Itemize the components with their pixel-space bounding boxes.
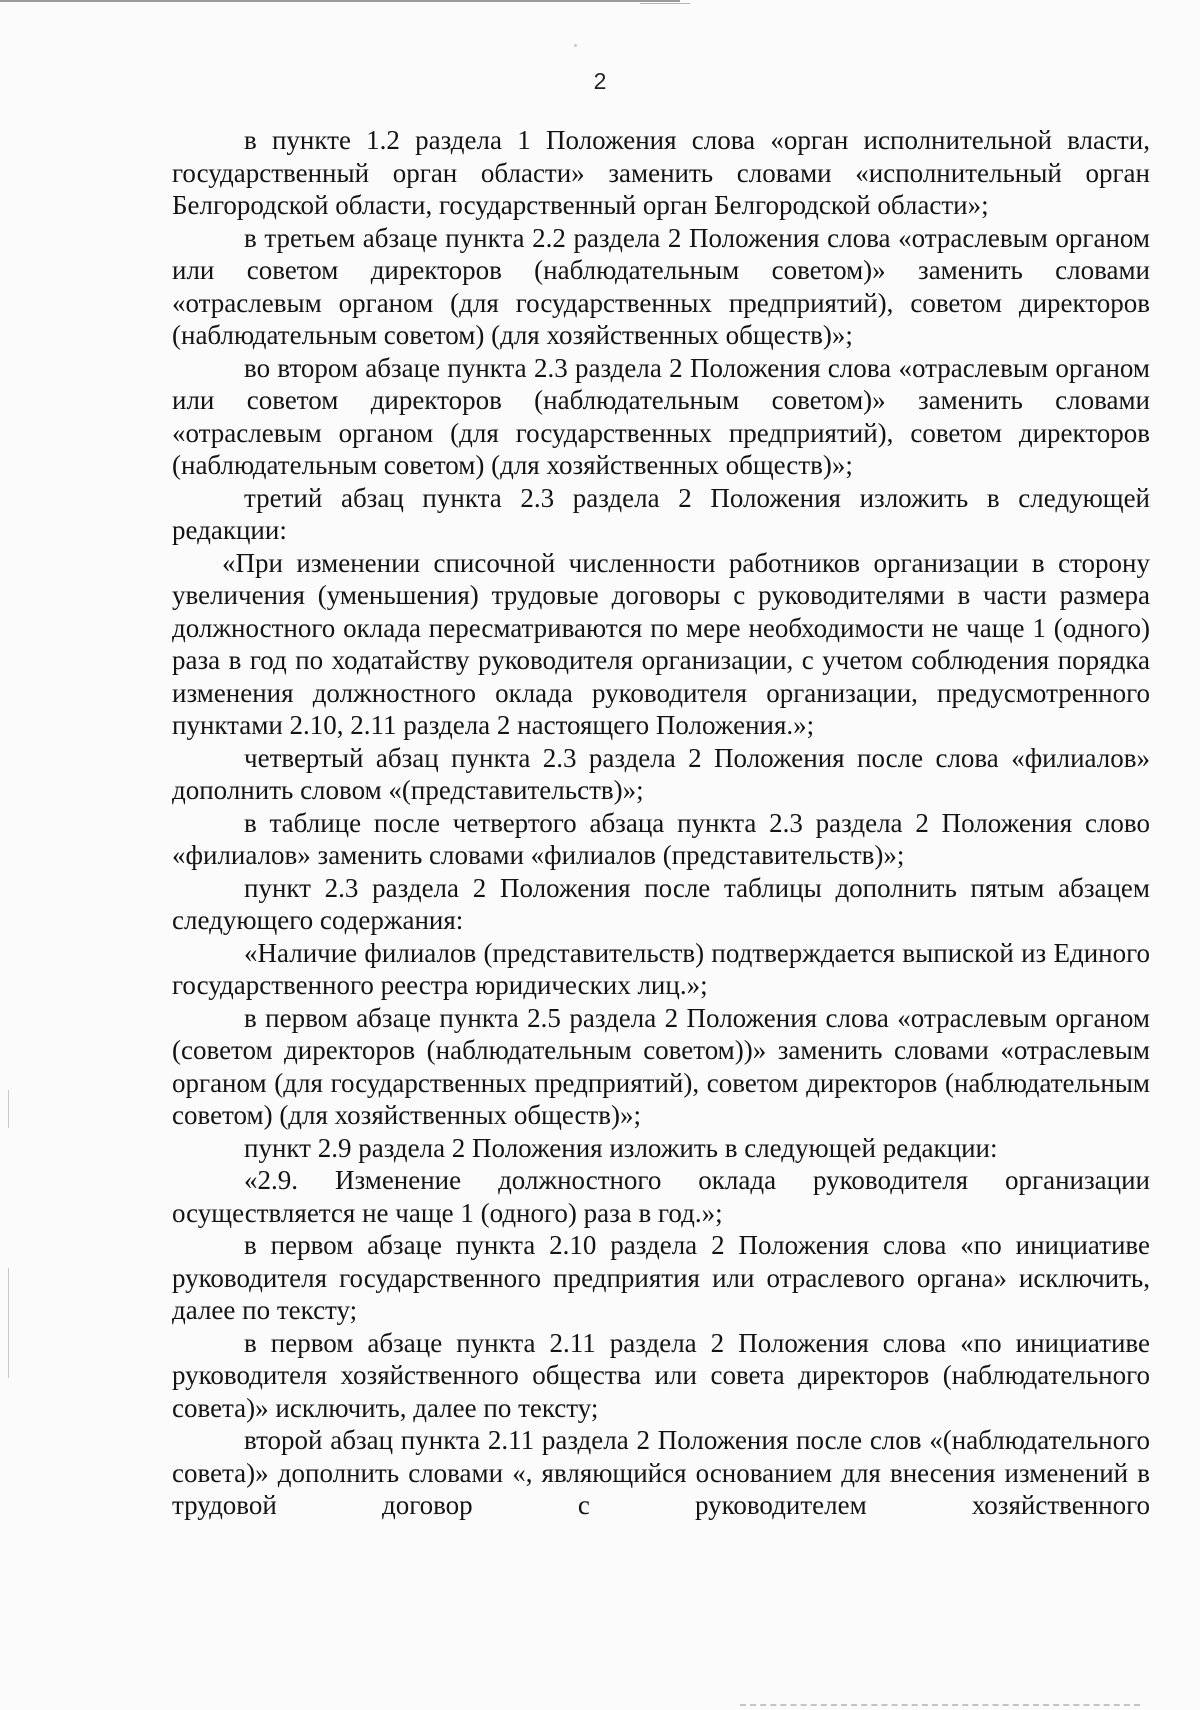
- paragraph: в таблице после четвертого абзаца пункта 2.3 раздела 2 Положения слово «филиалов» заменить словами «филиалов (представительств)»;: [172, 807, 1150, 870]
- quoted-paragraph: «2.9. Изменение должностного оклада руководителя организации осуществляется не чаще 1 (одного) раза в год.»;: [172, 1165, 1150, 1228]
- paragraph: в пункте 1.2 раздела 1 Положения слова «орган исполнительной власти, государственный орган области» заменить словами «исполнительный орган Белгородской области, государственный орган Белгородской области»;: [172, 125, 1150, 220]
- scan-speck: [574, 44, 577, 47]
- scan-edge-line: [640, 3, 690, 4]
- paragraph: второй абзац пункта 2.11 раздела 2 Положения после слов «(наблюдательного совета)» дополнить словами «, являющийся основанием для внесения изменений в трудовой договор с руководителем хозяйственного: [172, 1425, 1150, 1520]
- paragraph: в первом абзаце пункта 2.11 раздела 2 Положения слова «по инициативе руководителя хозяйственного общества или совета директоров (наблюдательного совета)» исключить, далее по тексту;: [172, 1327, 1150, 1423]
- scan-margin-mark: [8, 1090, 9, 1128]
- paragraph: пункт 2.9 раздела 2 Положения изложить в следующей редакции:: [244, 1132, 998, 1163]
- scan-margin-mark: [8, 1268, 9, 1378]
- paragraph: четвертый абзац пункта 2.3 раздела 2 Положения после слова «филиалов» дополнить словом «(представительств)»;: [172, 742, 1150, 805]
- quoted-paragraph: «При изменении списочной численности работников организации в сторону увеличения (уменьшения) трудовые договоры с руководителями в части размера должностного оклада пересматриваются по мере необходимости не чаще 1 (одного) раза в год по ходатайству руководителя организации, с учетом соблюдения порядка изменения должностного оклада руководителя организации, предусмотренного пунктами 2.10, 2.11 раздела 2 настоящего Положения.»;: [172, 547, 1150, 740]
- paragraph: в первом абзаце пункта 2.5 раздела 2 Положения слова «отраслевым органом (советом директоров (наблюдательным советом))» заменить словами «отраслевым органом (для государственных предприятий), советом директоров (наблюдательным советом) (для хозяйственных обществ)»;: [172, 1002, 1150, 1130]
- scan-edge-line: [740, 1704, 1140, 1706]
- paragraph: пункт 2.3 раздела 2 Положения после таблицы дополнить пятым абзацем следующего содержания:: [172, 872, 1150, 935]
- page-number: 2: [593, 68, 607, 94]
- paragraph: в третьем абзаце пункта 2.2 раздела 2 Положения слова «отраслевым органом или советом директоров (наблюдательным советом)» заменить словами «отраслевым органом (для государственных предприятий), советом директоров (наблюдательным советом) (для хозяйственных обществ)»;: [172, 222, 1150, 350]
- document-body: [172, 124, 1150, 1522]
- paragraph: во втором абзаце пункта 2.3 раздела 2 Положения слова «отраслевым органом или советом директоров (наблюдательным советом)» заменить словами «отраслевым органом (для государственных предприятий), советом директоров (наблюдательным советом) (для хозяйственных обществ)»;: [172, 352, 1150, 480]
- scan-edge-line: [0, 0, 680, 2]
- quoted-paragraph: «Наличие филиалов (представительств) подтверждается выпиской из Единого государственного реестра юридических лиц.»;: [172, 937, 1150, 1000]
- paragraph: в первом абзаце пункта 2.10 раздела 2 Положения слова «по инициативе руководителя государственного предприятия или отраслевого органа» исключить, далее по тексту;: [172, 1230, 1150, 1325]
- paragraph: третий абзац пункта 2.3 раздела 2 Положения изложить в следующей редакции:: [172, 482, 1150, 545]
